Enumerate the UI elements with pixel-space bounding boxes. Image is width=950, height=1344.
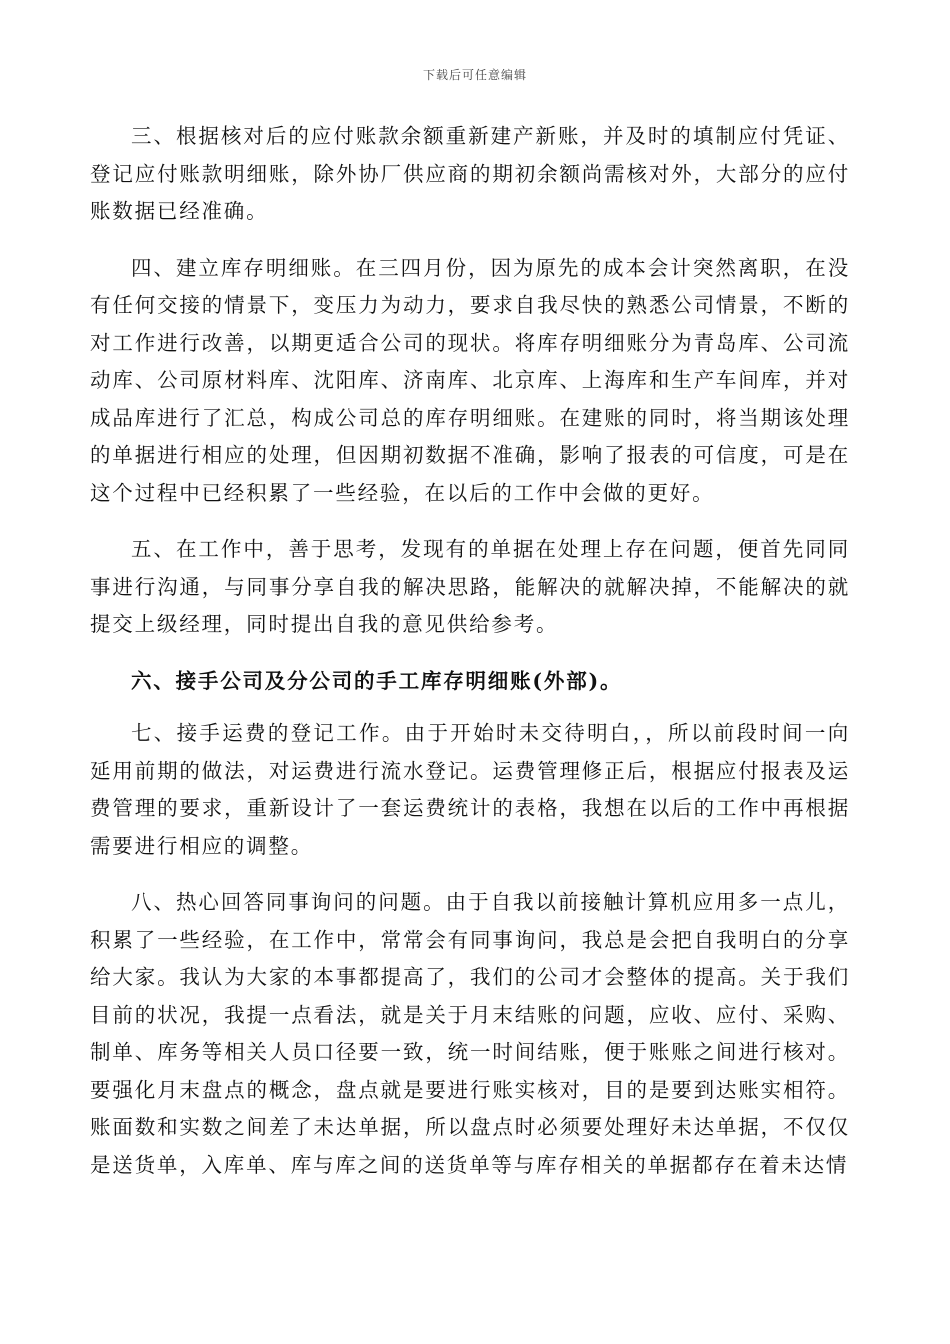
paragraph-4: 四、建立库存明细账。在三四月份，因为原先的成本会计突然离职，在没有任何交接的情景下，变压力为动力，要求自我尽快的熟悉公司情景，不断的对工作进行改善，以期更适合公司的现状。将库存明细账分为青岛库、公司流动库、公司原材料库、沈阳库、济南库、北京库、上海库和生产车间库，并对成品库进行了汇总，构成公司总的库存明细账。在建账的同时，将当期该处理的单据进行相应的处理，但因期初数据不准确，影响了报表的可信度，可是在这个过程中已经积累了一些经验，在以后的工作中会做的更好。: [90, 255, 850, 505]
paragraph-6-heading: 六、接手公司及分公司的手工库存明细账(外部)。: [131, 668, 623, 693]
page-header: 下载后可任意编辑: [422, 68, 527, 82]
paragraph-8: 八、热心回答同事询问的问题。由于自我以前接触计算机应用多一点儿，积累了一些经验，在工作中，常常会有同事询问，我总是会把自我明白的分享给大家。我认为大家的本事都提高了，我们的公司才会整体的提高。关于我们目前的状况，我提一点看法，就是关于月末结账的问题，应收、应付、采购、制单、库务等相关人员口径要一致，统一时间结账，便于账账之间进行核对。要强化月末盘点的概念，盘点就是要进行账实核对，目的是要到达账实相符。账面数和实数之间差了未达单据，所以盘点时必须要处理好未达单据，不仅仅是送货单，入库单、库与库之间的送货单等与库存相关的单据都存在着未达情: [90, 890, 850, 1177]
document-body: [90, 118, 850, 1184]
paragraph-5: 五、在工作中，善于思考，发现有的单据在处理上存在问题，便首先同同事进行沟通，与同事分享自我的解决思路，能解决的就解决掉，不能解决的就提交上级经理，同时提出自我的意见供给参考。: [90, 537, 850, 636]
paragraph-3: 三、根据核对后的应付账款余额重新建产新账，并及时的填制应付凭证、登记应付账款明细账，除外协厂供应商的期初余额尚需核对外，大部分的应付账数据已经准确。: [90, 124, 850, 223]
paragraph-7: 七、接手运费的登记工作。由于开始时未交待明白，，所以前段时间一向延用前期的做法，对运费进行流水登记。运费管理修正后，根据应付报表及运费管理的要求，重新设计了一套运费统计的表格，我想在以后的工作中再根据需要进行相应的调整。: [90, 721, 850, 858]
